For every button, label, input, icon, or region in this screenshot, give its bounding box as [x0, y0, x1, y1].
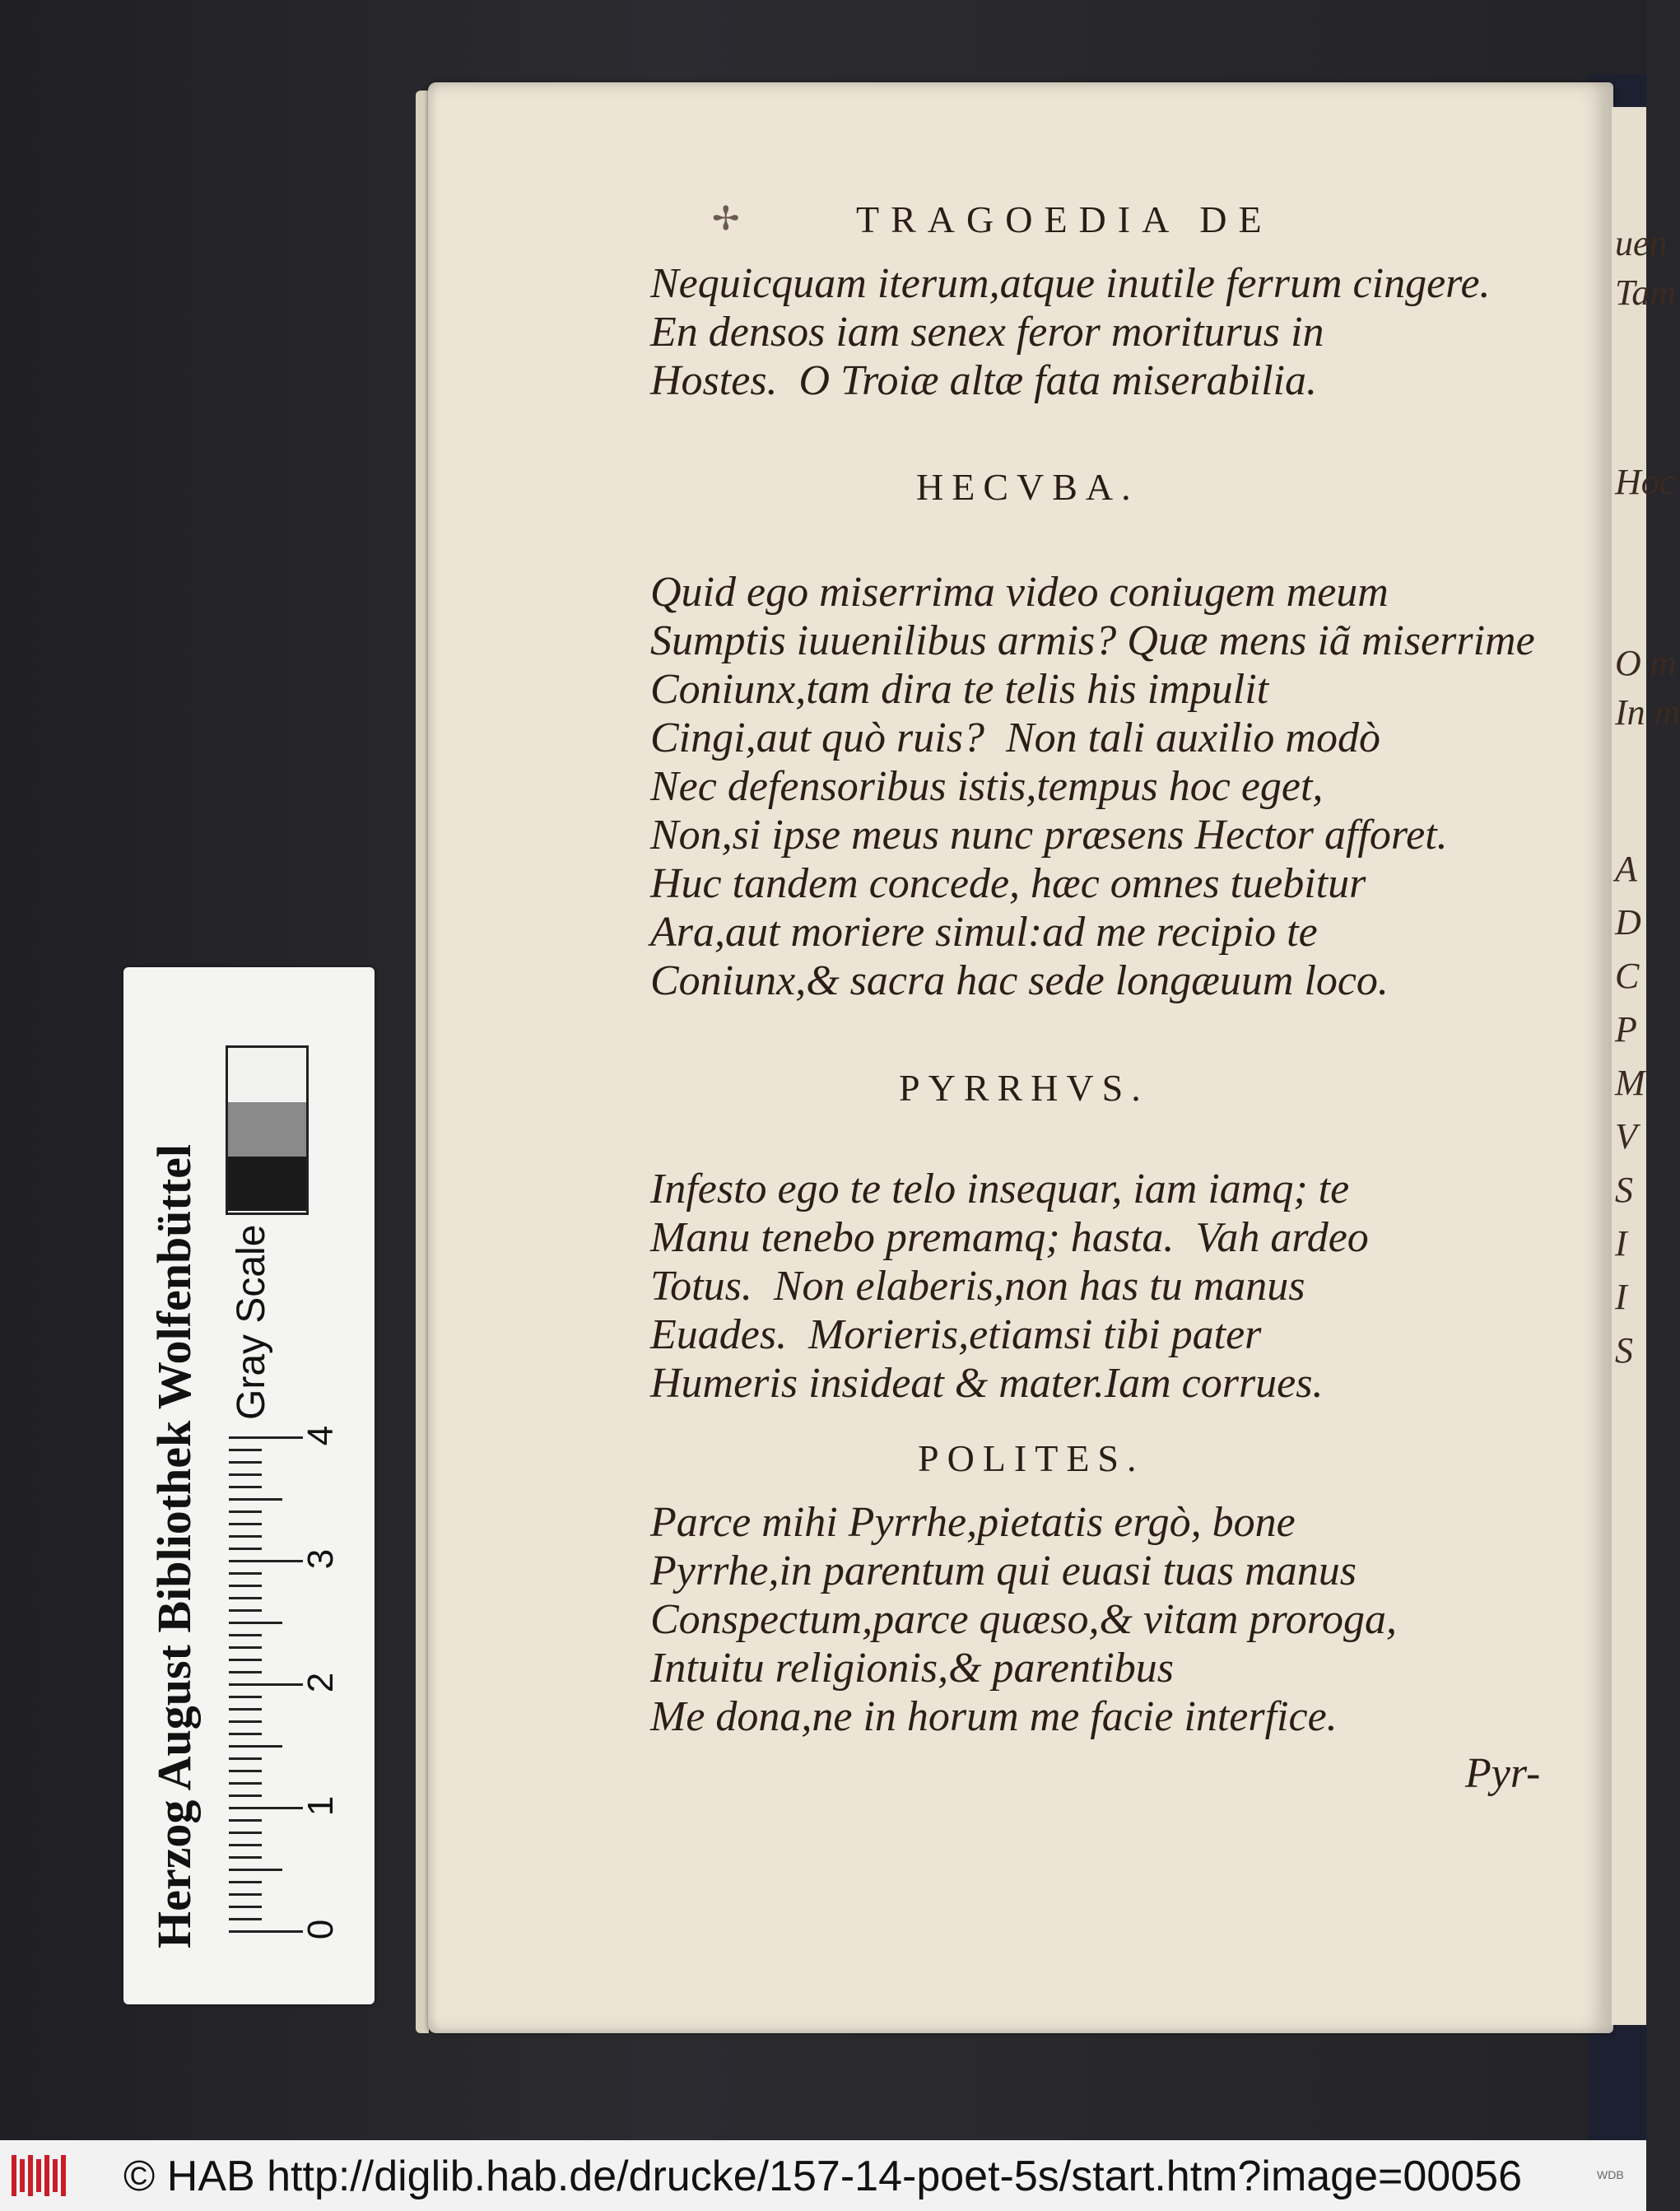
ruler-tick [229, 1597, 262, 1599]
verse-line: Pyrrhe,in parentum qui euasi tuas manus [650, 1548, 1357, 1594]
ruler-tick [229, 1733, 262, 1735]
ruler-tick [229, 1906, 262, 1908]
verse-line: Intuitu religionis,& parentibus [650, 1645, 1175, 1692]
catchword: Pyr- [1465, 1750, 1541, 1797]
verse-line: Manu tenebo premamq; hasta. Vah ardeo [650, 1214, 1369, 1261]
ruler-tick [229, 1770, 262, 1772]
verse-line: Nequicquam iterum,atque inutile ferrum cingere. [650, 260, 1491, 307]
ruler-tick [229, 1473, 262, 1476]
ruler-tick [229, 1535, 262, 1538]
facing-page-text: uen [1615, 223, 1668, 263]
ruler-tick [229, 1757, 262, 1760]
verse-line: En densos iam senex feror moriturus in [650, 309, 1324, 356]
facing-page-fragment [1612, 107, 1680, 2025]
ruler-tick [229, 1745, 282, 1748]
facing-page-text: A [1615, 849, 1637, 889]
verse-line: Quid ego miserrima video coniugem meum [650, 569, 1389, 616]
ruler-number: 2 [300, 1672, 342, 1693]
scale-ruler [123, 967, 375, 2004]
ruler-tick [229, 1498, 282, 1501]
verse-line: Hostes. O Troiæ altæ fata miserabilia. [650, 357, 1317, 404]
ruler-tick [229, 1819, 262, 1822]
ruler-tick [229, 1794, 262, 1797]
facing-page-text: Hoc [1615, 462, 1676, 502]
ruler-ticks [229, 1425, 352, 1963]
swatch-white [228, 1048, 306, 1102]
speaker-heading: POLITES. [918, 1437, 1145, 1479]
ruler-tick [229, 1856, 262, 1859]
ruler-tick [229, 1720, 262, 1723]
ruler-tick [229, 1869, 282, 1871]
facing-page-text: D [1615, 902, 1641, 943]
ruler-number: 4 [300, 1425, 342, 1446]
facing-page-text: C [1615, 956, 1640, 996]
ruler-number: 1 [300, 1795, 342, 1817]
verse-line: Huc tandem concede, hæc omnes tuebitur [650, 860, 1366, 907]
running-head: TRAGOEDIA DE [856, 198, 1273, 240]
ruler-number: 3 [300, 1548, 342, 1570]
gray-scale-label: Gray Scale [230, 1224, 273, 1420]
verse-line: Infesto ego te telo insequar, iam iamq; te [650, 1166, 1350, 1213]
footer-mark: WDB [1597, 2168, 1624, 2181]
ruler-tick [229, 1832, 262, 1834]
facing-page-text: S [1615, 1330, 1633, 1371]
ruler-tick [229, 1881, 262, 1883]
verse-line: Coniunx,tam dira te telis his impulit [650, 666, 1269, 713]
verse-line: Euades. Morieris,etiamsi tibi pater [650, 1311, 1262, 1358]
swatch-black [228, 1157, 306, 1211]
verse-line: Parce mihi Pyrrhe,pietatis ergò, bone [650, 1499, 1296, 1546]
ruler-tick [229, 1782, 262, 1785]
speaker-heading: PYRRHVS. [899, 1067, 1149, 1109]
verse-line: Totus. Non elaberis,non has tu manus [650, 1263, 1305, 1310]
ruler-institution: Herzog August Bibliothek Wolfenbüttel [147, 1144, 201, 1948]
ruler-tick [229, 1436, 303, 1439]
copyright-url: © HAB http://diglib.hab.de/drucke/157-14-poet-5s/start.htm?image=00056 [123, 2153, 1522, 2200]
facing-page-text: O m [1615, 643, 1677, 683]
ruler-tick [229, 1918, 262, 1920]
ruler-tick [229, 1560, 303, 1562]
ruler-tick [229, 1893, 262, 1896]
facing-page-text: In m [1615, 692, 1680, 733]
ruler-tick [229, 1683, 303, 1686]
swatch-gray [228, 1102, 306, 1157]
ruler-tick [229, 1609, 262, 1612]
facing-page-text: Tam [1615, 272, 1677, 313]
verse-line: Ara,aut moriere simul:ad me recipio te [650, 909, 1318, 956]
verse-line: Me dona,ne in horum me facie interfice. [650, 1693, 1338, 1740]
ruler-tick [229, 1622, 282, 1624]
ruler-tick [229, 1844, 262, 1846]
ruler-tick [229, 1510, 262, 1513]
ruler-tick [229, 1572, 262, 1575]
ruler-tick [229, 1486, 262, 1488]
facing-page-text: I [1615, 1223, 1627, 1264]
ruler-tick [229, 1585, 262, 1587]
ruler-tick [229, 1671, 262, 1673]
gray-swatches [226, 1045, 309, 1215]
ruler-tick [229, 1548, 262, 1550]
verse-line: Sumptis iuuenilibus armis? Quæ mens iã miserrime [650, 617, 1535, 664]
facing-page-text: V [1615, 1116, 1637, 1157]
hab-logo-icon [12, 2155, 69, 2196]
verse-line: Nec defensoribus istis,tempus hoc eget, [650, 763, 1324, 810]
ruler-tick [229, 1696, 262, 1698]
ruler-tick [229, 1930, 303, 1933]
ruler-tick [229, 1634, 262, 1636]
ruler-tick [229, 1708, 262, 1711]
verse-line: Humeris insideat & mater.Iam corrues. [650, 1360, 1324, 1407]
verse-line: Cingi,aut quò ruis? Non tali auxilio modò [650, 715, 1380, 761]
ruler-tick [229, 1523, 262, 1525]
facing-page-text: M [1615, 1063, 1645, 1103]
ruler-tick [229, 1461, 262, 1464]
ruler-tick [229, 1659, 262, 1661]
page-edge [416, 91, 429, 2033]
ruler-number: 0 [300, 1919, 342, 1940]
verse-line: Coniunx,& sacra hac sede longæuum loco. [650, 957, 1389, 1004]
ruler-tick [229, 1807, 303, 1809]
facing-page-text: S [1615, 1170, 1633, 1210]
speaker-heading: HECVBA. [916, 466, 1139, 508]
facing-page-text: P [1615, 1009, 1637, 1050]
verse-line: Conspectum,parce quæso,& vitam proroga, [650, 1596, 1398, 1643]
verse-line: Non,si ipse meus nunc præsens Hector afforet. [650, 812, 1448, 859]
ruler-tick [229, 1449, 262, 1451]
footer-bar [0, 2140, 1646, 2211]
flower-ornament-icon: ✢ [712, 200, 740, 237]
facing-page-text: I [1615, 1277, 1627, 1317]
ruler-tick [229, 1646, 262, 1649]
